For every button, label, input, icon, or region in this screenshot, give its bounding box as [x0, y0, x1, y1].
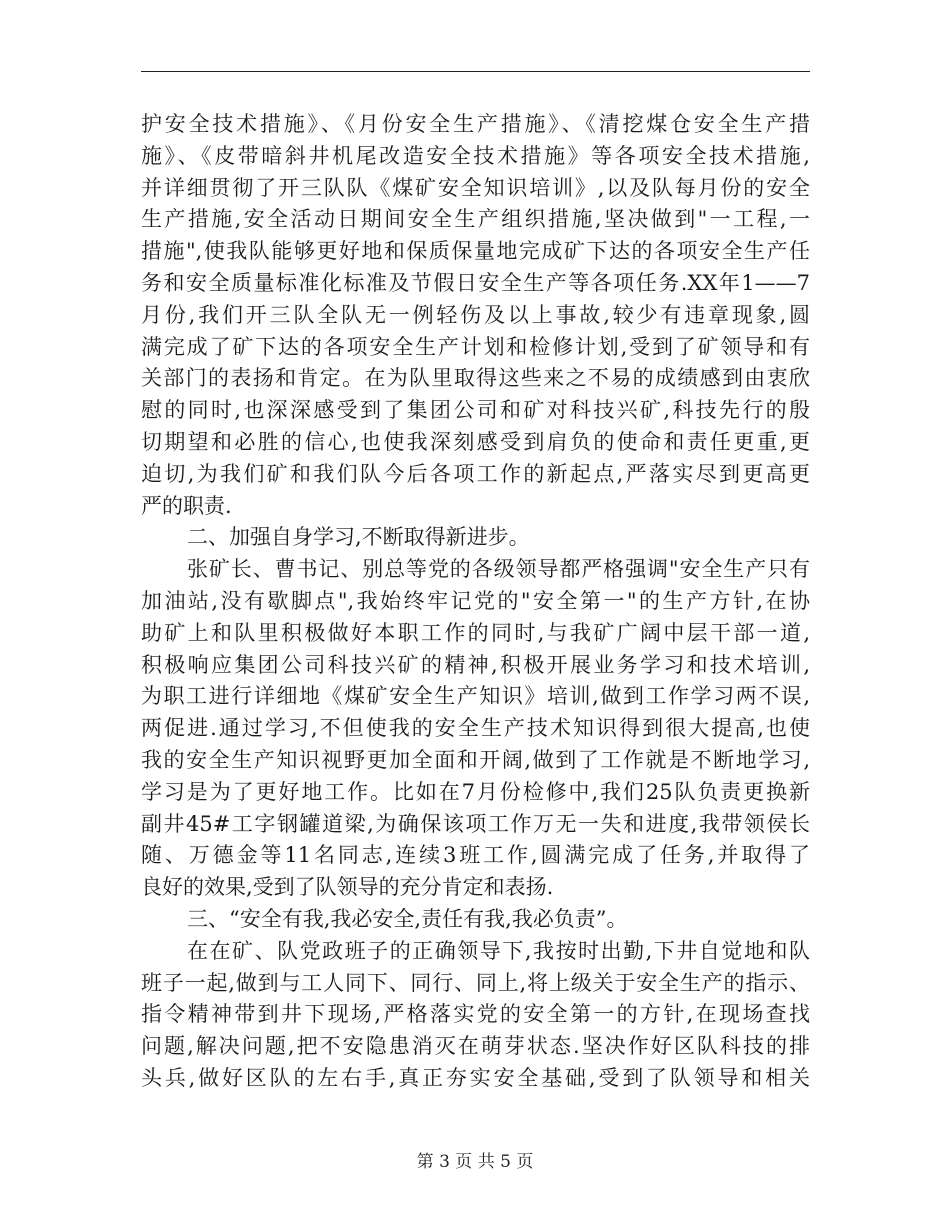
- text-line: 两促进.通过学习,不但使我的安全生产技术知识得到很大提高,也使: [141, 716, 810, 741]
- text-line: 班子一起,做到与工人同下、同行、同上,将上级关于安全生产的指示、: [141, 970, 810, 995]
- text-line: 措施",使我队能够更好地和保质保量地完成矿下达的各项安全生产任: [141, 239, 810, 264]
- text-line: 头兵,做好区队的左右手,真正夯实安全基础,受到了队领导和相关: [141, 1065, 810, 1090]
- text-line: 三、“安全有我,我必安全,责任有我,我必负责”。: [187, 906, 628, 931]
- text-line: 严的职责.: [141, 493, 232, 518]
- text-line: 在在矿、队党政班子的正确领导下,我按时出勤,下井自觉地和队: [187, 938, 810, 963]
- text-line: 加油站,没有歇脚点",我始终牢记党的"安全第一"的生产方针,在协: [141, 588, 810, 613]
- text-line: 切期望和必胜的信心,也使我深刻感受到肩负的使命和责任更重,更: [141, 429, 810, 454]
- header-rule: [141, 71, 810, 72]
- text-line: 副井45#工字钢罐道梁,为确保该项工作万无一失和进度,我带领侯长: [141, 811, 810, 836]
- text-line: 良好的效果,受到了队领导的充分肯定和表扬.: [141, 875, 554, 900]
- page-number: 第 3 页 共 5 页: [416, 1152, 534, 1172]
- text-line: 施》、《皮带暗斜井机尾改造安全技术措施》等各项安全技术措施,: [141, 143, 810, 168]
- text-line: 我的安全生产知识视野更加全面和开阔,做到了工作就是不断地学习,: [141, 747, 810, 772]
- text-line: 助矿上和队里积极做好本职工作的同时,与我矿广阔中层干部一道,: [141, 620, 810, 645]
- text-line: 迫切,为我们矿和我们队今后各项工作的新起点,严落实尽到更高更: [141, 461, 810, 486]
- text-line: 务和安全质量标准化标准及节假日安全生产等各项任务.XX年1——7: [141, 270, 810, 295]
- text-line: 关部门的表扬和肯定。在为队里取得这些来之不易的成绩感到由衷欣: [141, 366, 810, 391]
- text-line: 生产措施,安全活动日期间安全生产组织措施,坚决做到"一工程,一: [141, 207, 810, 232]
- text-line: 慰的同时,也深深感受到了集团公司和矿对科技兴矿,科技先行的殷: [141, 398, 810, 423]
- text-line: 并详细贯彻了开三队队《煤矿安全知识培训》,以及队每月份的安全: [141, 175, 810, 200]
- text-line: 张矿长、曹书记、别总等党的各级领导都严格强调"安全生产只有: [187, 557, 810, 582]
- text-line: 满完成了矿下达的各项安全生产计划和检修计划,受到了矿领导和有: [141, 334, 810, 359]
- text-line: 月份,我们开三队全队无一例轻伤及以上事故,较少有违章现象,圆: [141, 302, 810, 327]
- text-line: 二、加强自身学习,不断取得新进步。: [187, 525, 530, 550]
- text-line: 随、万德金等11名同志,连续3班工作,圆满完成了任务,并取得了: [141, 843, 810, 868]
- text-line: 问题,解决问题,把不安隐患消灭在萌芽状态.坚决作好区队科技的排: [141, 1034, 810, 1059]
- text-line: 指令精神带到井下现场,严格落实党的安全第一的方针,在现场查找: [141, 1002, 810, 1027]
- text-line: 为职工进行详细地《煤矿安全生产知识》培训,做到工作学习两不误,: [141, 684, 810, 709]
- document-body: [141, 109, 810, 1095]
- text-line: 护安全技术措施》、《月份安全生产措施》、《清挖煤仓安全生产措: [141, 112, 810, 136]
- text-line: 学习是为了更好地工作。比如在7月份检修中,我们25队负责更换新: [141, 779, 810, 804]
- text-line: 积极响应集团公司科技兴矿的精神,积极开展业务学习和技术培训,: [141, 652, 810, 677]
